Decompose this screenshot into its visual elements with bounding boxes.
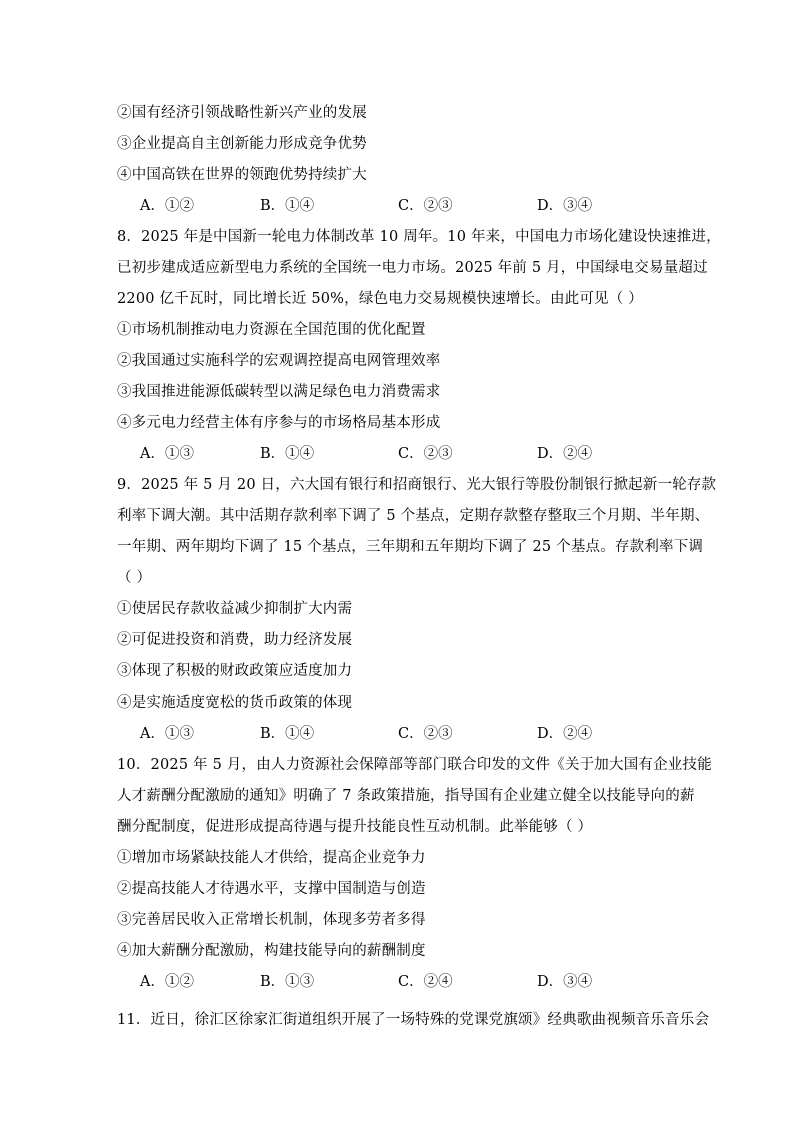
q9-statement-4: ④是实施适度宽松的货币政策的体现 xyxy=(117,695,353,711)
q7-option-a: A．①② xyxy=(140,198,194,214)
q10-option-d: D．③④ xyxy=(537,974,593,990)
q7-option-c: C．②③ xyxy=(398,198,453,214)
q10-option-b: B．①③ xyxy=(260,974,315,990)
q8-stem-line-2: 已初步建成适应新型电力系统的全国统一电力市场。2025 年前 5 月，中国绿电交易量超过 xyxy=(117,260,708,276)
q10-statement-4: ④加大薪酬分配激励，构建技能导向的薪酬制度 xyxy=(117,943,426,959)
q7-option-d: D．③④ xyxy=(537,198,593,214)
q9-statement-2: ②可促进投资和消费，助力经济发展 xyxy=(117,632,353,648)
q10-stem-line-2: 人才薪酬分配激励的通知》明确了 7 条政策措施，指导国有企业建立健全以技能导向的薪 xyxy=(117,788,695,804)
q10-stem-line-1: 10．2025 年 5 月，由人力资源社会保障部等部门联合印发的文件《关于加大国有企业技能 xyxy=(117,757,712,773)
q10-option-a: A．①② xyxy=(140,974,194,990)
q10-option-c: C．②④ xyxy=(398,974,453,990)
q9-stem-line-4: （ ） xyxy=(117,570,152,586)
q9-option-c: C．②③ xyxy=(398,726,453,742)
q7-statement-3: ③企业提高自主创新能力形成竞争优势 xyxy=(117,136,367,152)
q9-option-a: A．①③ xyxy=(140,726,194,742)
q9-statement-3: ③体现了积极的财政政策应适度加力 xyxy=(117,663,353,679)
q7-statement-4: ④中国高铁在世界的领跑优势持续扩大 xyxy=(117,167,367,183)
q8-stem-line-1: 8．2025 年是中国新一轮电力体制改革 10 周年。10 年来，中国电力市场化建设快速推进， xyxy=(117,229,721,245)
q9-stem-line-1: 9．2025 年 5 月 20 日，六大国有银行和招商银行、光大银行等股份制银行掀起新一轮存款 xyxy=(117,477,717,493)
q8-option-b: B．①④ xyxy=(260,446,315,462)
q8-option-a: A．①③ xyxy=(140,446,194,462)
q9-statement-1: ①使居民存款收益减少抑制扩大内需 xyxy=(117,601,353,617)
q11-stem-line-1: 11．近日，徐汇区徐家汇街道组织开展了一场特殊的党课党旗颂》经典歌曲视频音乐音乐会 xyxy=(117,1012,710,1028)
q8-statement-2: ②我国通过实施科学的宏观调控提高电网管理效率 xyxy=(117,353,441,369)
q9-stem-line-2: 利率下调大潮。其中活期存款利率下调了 5 个基点，定期存款整存整取三个月期、半年期、 xyxy=(117,508,710,524)
q9-option-b: B．①④ xyxy=(260,726,315,742)
q7-statement-2: ②国有经济引领战略性新兴产业的发展 xyxy=(117,105,367,121)
q8-statement-4: ④多元电力经营主体有序参与的市场格局基本形成 xyxy=(117,415,441,431)
q8-option-c: C．②③ xyxy=(398,446,453,462)
q10-statement-2: ②提高技能人才待遇水平，支撑中国制造与创造 xyxy=(117,881,426,897)
q8-statement-3: ③我国推进能源低碳转型以满足绿色电力消费需求 xyxy=(117,384,441,400)
q10-statement-1: ①增加市场紧缺技能人才供给，提高企业竞争力 xyxy=(117,850,426,866)
q8-option-d: D．②④ xyxy=(537,446,593,462)
q9-option-d: D．②④ xyxy=(537,726,593,742)
q8-statement-1: ①市场机制推动电力资源在全国范围的优化配置 xyxy=(117,322,426,338)
q10-statement-3: ③完善居民收入正常增长机制，体现多劳者多得 xyxy=(117,912,426,928)
q7-option-b: B．①④ xyxy=(260,198,315,214)
q8-stem-line-3: 2200 亿千瓦时，同比增长近 50%，绿色电力交易规模快速增长。由此可见（ ） xyxy=(117,291,643,307)
q9-stem-line-3: 一年期、两年期均下调了 15 个基点，三年期和五年期均下调了 25 个基点。存款利率下调 xyxy=(117,539,704,555)
q10-stem-line-3: 酬分配制度，促进形成提高待遇与提升技能良性互动机制。此举能够（ ） xyxy=(117,819,593,835)
